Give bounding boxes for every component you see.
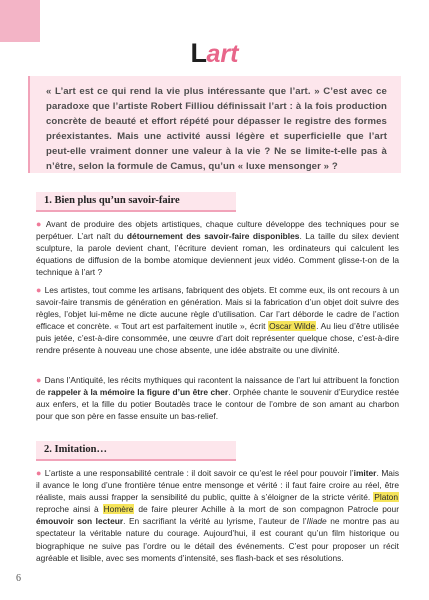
- highlight-homere: Homère: [103, 504, 134, 515]
- intro-box: [28, 76, 401, 173]
- section-1-paragraph-2: ● Les artistes, tout comme les artisans, fabriquent des objets. Et comme eux, ils ont recours à un savoir-faire transmis de génération en génération. Mais si la fabrication d’un objet doit suivre des règles, l’objet lui-même ne dicte aucune règle d’utilisation. Car l’art déborde le cadre de l’action efficace et concrète. « Tout art est parfaitement inutile », écrit Oscar Wilde. Au lieu d’être utilisée puis jetée, c’est-à-dire consommée, une œuvre d’art doit représenter quelque chose, c’est-à-dire rendre présente à nouveau une chose absente, une idée abstraite ou une divinité.: [36, 285, 399, 356]
- corner-accent: [0, 0, 40, 42]
- highlight-platon: Platon: [374, 492, 398, 503]
- section-1-heading: [36, 192, 236, 212]
- section-1-paragraph-1: ● Avant de produire des objets artistiques, chaque culture développe des techniques pour se perpétuer. L’art naît du détournement des savoir-faire disponibles. La taille du silex devient sculpture, la parole devient chant, l’écriture devient roman, les ordinateurs qui calculent les équations de diffusion de la bombe atomique deviennent jeux vidéo. Comment glisse-t-on de la technique à l’art ?: [36, 219, 400, 278]
- page-number: 6: [16, 573, 21, 584]
- bullet-dot-icon: ●: [36, 375, 42, 385]
- intro-text: « L’art est ce qui rend la vie plus intéressante que l’art. » C’est avec ce paradoxe que l’artiste Robert Filliou définissait l’art : à la fois production concrète de beauté et effort répété pour dépasser le registre des formes préexistantes. Mais une activité aussi légère et superficielle que l’art peut-elle vraiment donner une valeur à la vie ? Ne se limite-t-elle pas à n’être, selon la formule de Camus, qu’un « luxe mensonger » ?: [46, 86, 387, 172]
- bullet-dot-icon: ●: [36, 468, 42, 478]
- title-rest: art: [206, 40, 239, 68]
- section-2-heading: [36, 441, 236, 461]
- section-1-heading-text: 1. Bien plus qu’un savoir-faire: [44, 195, 180, 206]
- section-2-paragraph-1: ● L’artiste a une responsabilité centrale : il doit savoir ce qu’est le réel pour pouvoir l’imiter. Mais il avance le long d’une frontière ténue entre mensonge et vérité : il faut faire croire au réel, être réaliste, mais aussi frapper la sensibilité du public, quitte à s’éloigner de la stricte vérité. Platon reproche ainsi à Homère de faire pleurer Achille à la mort de son compagnon Patrocle pour émouvoir son lecteur. En sacrifiant la vérité au lyrisme, l’auteur de l’Iliade ne montre pas au spectateur la véritable nature du courage. Aujourd’hui, il est courant qu’un film historique ou biographique ne suive pas l’ordre ou le détail des événements. C’est pour proposer un récit agréable et lisible, avec ses moments d’intensité, ses flash-back et ses résolutions.: [36, 468, 400, 563]
- section-1-paragraph-3: ● Dans l’Antiquité, les récits mythiques qui racontent la naissance de l’art lui attribuent la fonction de rappeler à la mémoire la figure d’un être cher. Orphée chante le souvenir d’Eurydice restée aux enfers, et la fille du potier Boutadès trace le contour de l’ombre de son amant au charbon pour que son père en fasse ensuite un bas-relief.: [36, 375, 399, 422]
- highlight-oscar-wilde: Oscar Wilde: [269, 321, 316, 332]
- section-2-heading-text: 2. Imitation…: [44, 444, 107, 455]
- bullet-dot-icon: ●: [36, 285, 42, 295]
- bullet-dot-icon: ●: [36, 219, 43, 229]
- title-first-letter: L: [190, 38, 207, 68]
- page-title: [0, 38, 429, 69]
